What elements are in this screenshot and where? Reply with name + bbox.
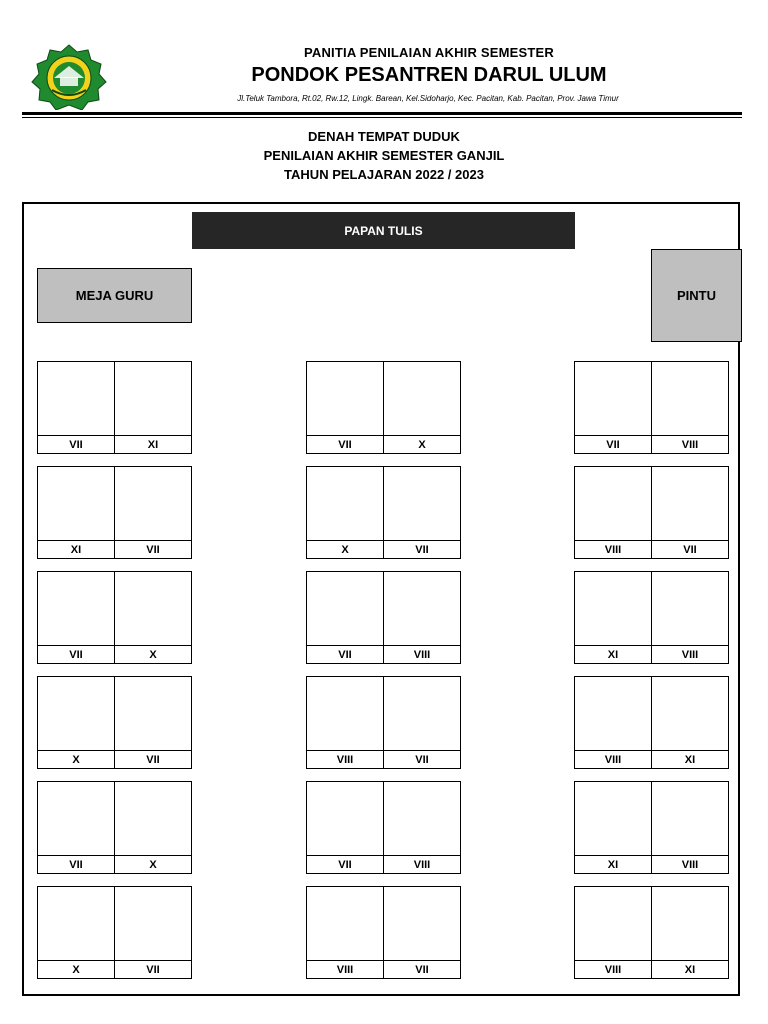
seat bbox=[307, 467, 383, 558]
seat-area bbox=[115, 572, 191, 645]
seat bbox=[651, 677, 728, 768]
seat bbox=[38, 467, 114, 558]
desk bbox=[306, 886, 461, 979]
desk bbox=[574, 466, 729, 559]
desk bbox=[306, 466, 461, 559]
seat bbox=[575, 677, 651, 768]
seat-area bbox=[384, 782, 460, 855]
seat-area bbox=[307, 467, 383, 540]
seat-area bbox=[575, 362, 651, 435]
seat-class-label: VII bbox=[38, 435, 114, 453]
seat bbox=[114, 887, 191, 978]
seat-area bbox=[307, 362, 383, 435]
seat bbox=[651, 572, 728, 663]
seat bbox=[38, 677, 114, 768]
seat bbox=[383, 887, 460, 978]
desk bbox=[37, 781, 192, 874]
desk bbox=[306, 781, 461, 874]
seat bbox=[651, 782, 728, 873]
desk bbox=[574, 886, 729, 979]
seat-area bbox=[115, 362, 191, 435]
seat-class-label: VII bbox=[115, 540, 191, 558]
desk bbox=[574, 361, 729, 454]
seat-class-label: VIII bbox=[575, 960, 651, 978]
seat-area bbox=[38, 887, 114, 960]
seat-area bbox=[384, 467, 460, 540]
seat-class-label: VII bbox=[307, 855, 383, 873]
seat-class-label: VII bbox=[307, 435, 383, 453]
seat-class-label: VII bbox=[384, 540, 460, 558]
seat-area bbox=[652, 572, 728, 645]
school-address: Jl.Teluk Tambora, Rt.02, Rw.12, Lingk. Barean, Kel.Sidoharjo, Kec. Pacitan, Kab. Pacitan, Prov. Jawa Timur bbox=[237, 94, 619, 103]
committee-heading: PANITIA PENILAIAN AKHIR SEMESTER bbox=[303, 45, 555, 60]
exam-title: PENILAIAN AKHIR SEMESTER GANJIL bbox=[263, 148, 505, 163]
seat bbox=[383, 572, 460, 663]
seat-area bbox=[575, 782, 651, 855]
seat-class-label: VIII bbox=[307, 750, 383, 768]
desk bbox=[37, 361, 192, 454]
seat bbox=[575, 362, 651, 453]
seat bbox=[114, 362, 191, 453]
seat-class-label: VIII bbox=[652, 435, 728, 453]
seat bbox=[307, 887, 383, 978]
seat-area bbox=[115, 677, 191, 750]
seat-class-label: X bbox=[307, 540, 383, 558]
header-divider bbox=[22, 112, 742, 115]
seat-area bbox=[307, 782, 383, 855]
desk bbox=[37, 571, 192, 664]
seat-class-label: VIII bbox=[652, 855, 728, 873]
seat-area bbox=[384, 572, 460, 645]
seat-area bbox=[384, 677, 460, 750]
seat-class-label: XI bbox=[575, 645, 651, 663]
seat-area bbox=[38, 677, 114, 750]
seat-area bbox=[38, 467, 114, 540]
seat bbox=[38, 887, 114, 978]
seat bbox=[575, 467, 651, 558]
desk bbox=[37, 676, 192, 769]
desk bbox=[306, 361, 461, 454]
seat-class-label: XI bbox=[115, 435, 191, 453]
seat-class-label: VIII bbox=[307, 960, 383, 978]
seat-class-label: X bbox=[38, 750, 114, 768]
seat-area bbox=[38, 782, 114, 855]
seat-area bbox=[384, 362, 460, 435]
seat-class-label: VIII bbox=[384, 645, 460, 663]
seat-area bbox=[575, 467, 651, 540]
seat bbox=[114, 782, 191, 873]
seat-class-label: VIII bbox=[575, 540, 651, 558]
desk bbox=[574, 781, 729, 874]
seat bbox=[114, 467, 191, 558]
seat-class-label: VIII bbox=[652, 645, 728, 663]
seat-class-label: VIII bbox=[384, 855, 460, 873]
academic-year: TAHUN PELAJARAN 2022 / 2023 bbox=[284, 167, 484, 182]
seat-area bbox=[652, 782, 728, 855]
seat-class-label: VII bbox=[115, 960, 191, 978]
seat-area bbox=[652, 887, 728, 960]
seat-class-label: VII bbox=[384, 750, 460, 768]
seat bbox=[651, 362, 728, 453]
seat-area bbox=[575, 572, 651, 645]
seat-area bbox=[652, 677, 728, 750]
seat-class-label: X bbox=[384, 435, 460, 453]
desk bbox=[37, 886, 192, 979]
seat-class-label: VII bbox=[652, 540, 728, 558]
seat-area bbox=[575, 887, 651, 960]
seat-area bbox=[115, 467, 191, 540]
seat-class-label: VII bbox=[575, 435, 651, 453]
seat-area bbox=[307, 677, 383, 750]
header-divider-thin bbox=[22, 117, 742, 118]
seat bbox=[307, 782, 383, 873]
seat bbox=[651, 467, 728, 558]
whiteboard: PAPAN TULIS bbox=[192, 212, 575, 249]
seat-area bbox=[38, 362, 114, 435]
desk bbox=[574, 571, 729, 664]
teacher-desk: MEJA GURU bbox=[37, 268, 192, 323]
seat bbox=[383, 467, 460, 558]
seat bbox=[307, 362, 383, 453]
desk bbox=[37, 466, 192, 559]
school-name: PONDOK PESANTREN DARUL ULUM bbox=[251, 64, 607, 86]
seat bbox=[383, 782, 460, 873]
seat-area bbox=[115, 782, 191, 855]
seat-area bbox=[384, 887, 460, 960]
seat-area bbox=[38, 572, 114, 645]
seat-class-label: VII bbox=[38, 645, 114, 663]
seat-class-label: VIII bbox=[575, 750, 651, 768]
seat bbox=[383, 362, 460, 453]
seat-class-label: XI bbox=[38, 540, 114, 558]
seat-class-label: X bbox=[38, 960, 114, 978]
seat-area bbox=[652, 362, 728, 435]
seat bbox=[114, 572, 191, 663]
seat-class-label: XI bbox=[652, 750, 728, 768]
seat-class-label: XI bbox=[575, 855, 651, 873]
page-title: DENAH TEMPAT DUDUK bbox=[308, 129, 460, 144]
seat-area bbox=[652, 467, 728, 540]
seat-class-label: X bbox=[115, 645, 191, 663]
seat-class-label: X bbox=[115, 855, 191, 873]
seat-area bbox=[115, 887, 191, 960]
seat-class-label: XI bbox=[652, 960, 728, 978]
seat bbox=[575, 572, 651, 663]
seat-class-label: VII bbox=[384, 960, 460, 978]
seat bbox=[307, 677, 383, 768]
seat-class-label: VII bbox=[307, 645, 383, 663]
seat-area bbox=[575, 677, 651, 750]
seat bbox=[38, 782, 114, 873]
seat bbox=[651, 887, 728, 978]
seat-area bbox=[307, 887, 383, 960]
seat bbox=[114, 677, 191, 768]
seat bbox=[575, 782, 651, 873]
seat bbox=[307, 572, 383, 663]
seat bbox=[383, 677, 460, 768]
door: PINTU bbox=[651, 249, 742, 342]
seat-class-label: VII bbox=[38, 855, 114, 873]
seat bbox=[38, 572, 114, 663]
desk bbox=[574, 676, 729, 769]
seat bbox=[575, 887, 651, 978]
seat-area bbox=[307, 572, 383, 645]
desk bbox=[306, 676, 461, 769]
desk bbox=[306, 571, 461, 664]
seat bbox=[38, 362, 114, 453]
seat-class-label: VII bbox=[115, 750, 191, 768]
